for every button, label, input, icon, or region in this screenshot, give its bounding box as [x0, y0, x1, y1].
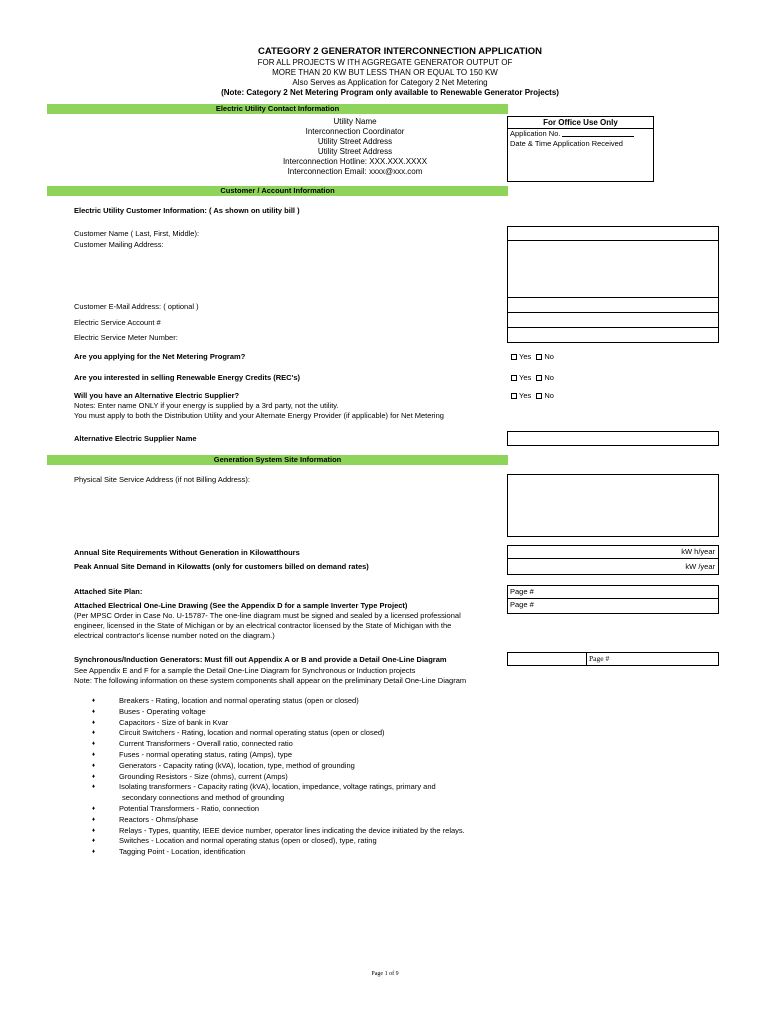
utility-line: Interconnection Email: xxxx@xxx.com [287, 167, 423, 176]
account-number-label: Electric Service Account # [74, 318, 161, 327]
utility-line: Utility Street Address [317, 147, 393, 156]
utility-contact-block [220, 117, 490, 177]
customer-email-label: Customer E-Mail Address: ( optional ) [74, 302, 199, 311]
no-label: No [544, 352, 554, 361]
list-item: ♦ Switches - Location and normal operating status (open or closed), type, rating [92, 836, 377, 846]
list-item: ♦ Relays - Types, quantity, IEEE device number, operator lines indicating the device initiated by the relays. [92, 825, 465, 835]
account-number-field[interactable] [507, 312, 719, 328]
utility-line: Interconnection Hotline: XXX.XXX.XXXX [282, 157, 428, 166]
alt-supplier-question: Will you have an Alternative Electric Supplier? [74, 391, 240, 400]
yes-checkbox[interactable] [511, 354, 517, 360]
list-item: ♦ Circuit Switchers - Rating, location and normal operating status (open or closed) [92, 728, 385, 738]
page-footer: Page 1 of 9 [371, 971, 399, 977]
application-no-label: Application No. [510, 129, 561, 138]
application-no-line [562, 136, 634, 137]
customer-name-label: Customer Name ( Last, First, Middle): [74, 229, 200, 238]
list-item: ♦ Isolating transformers - Capacity rating (kVA), location, impedance, voltage ratings, primary and [92, 782, 436, 792]
meter-number-label: Electric Service Meter Number: [74, 333, 178, 342]
utility-line: Interconnection Coordinator [305, 127, 405, 136]
section-bar-customer: Customer / Account Information [47, 186, 508, 196]
site-plan-label: Attached Site Plan: [74, 587, 143, 596]
section-bar-utility: Electric Utility Contact Information [47, 104, 508, 114]
customer-mailing-label: Customer Mailing Address: [74, 240, 164, 249]
document-title: CATEGORY 2 GENERATOR INTERCONNECTION APPLICATION [258, 46, 542, 57]
list-item: ♦ Tagging Point - Location, identification [92, 847, 246, 857]
peak-kw-field[interactable] [507, 558, 719, 575]
subtitle-line-3: Also Serves as Application for Category 2 Net Metering [292, 78, 488, 87]
page-number-label: Page # [589, 654, 610, 663]
net-metering-question: Are you applying for the Net Metering Program? [74, 352, 246, 361]
office-use-title: For Office Use Only [508, 117, 653, 129]
component-list [92, 696, 592, 858]
header-note: (Note: Category 2 Net Metering Program only available to Renewable Generator Projects) [221, 88, 559, 97]
no-checkbox[interactable] [536, 375, 542, 381]
list-item: ♦ Breakers - Rating, location and normal operating status (open or closed) [92, 696, 359, 705]
date-time-label: Date & Time Application Received [510, 139, 623, 148]
yes-label: Yes [519, 373, 532, 382]
customer-mailing-field[interactable] [507, 240, 719, 298]
annual-requirements-label: Annual Site Requirements Without Generation in Kilowatthours [74, 548, 300, 557]
office-use-box [507, 116, 654, 182]
list-item: ♦ Fuses - normal operating status, rating (Amps), type [92, 749, 292, 759]
alt-supplier-name-field[interactable] [507, 431, 719, 446]
yes-checkbox[interactable] [511, 375, 517, 381]
list-item: ♦ Capacitors - Size of bank in Kvar [92, 717, 229, 727]
sync-page-field[interactable] [507, 652, 719, 666]
alt-supplier-name-label: Alternative Electric Supplier Name [74, 434, 197, 443]
list-item: ♦ Generators - Capacity rating (kVA), location, type, method of grounding [92, 760, 355, 770]
list-item-continuation: secondary connections and method of grounding [122, 793, 285, 803]
meter-number-field[interactable] [507, 327, 719, 343]
yes-checkbox[interactable] [511, 393, 517, 399]
no-checkbox[interactable] [536, 393, 542, 399]
yes-label: Yes [519, 391, 532, 400]
list-item: ♦ Grounding Resistors - Size (ohms), current (Amps) [92, 771, 288, 781]
one-line-drawing-label: Attached Electrical One-Line Drawing (See the Appendix D for a sample Inverter Type Project) [74, 601, 408, 610]
one-line-note-1: (Per MPSC Order in Case No. U-15787- The one-line diagram must be signed and sealed by a licensed professional [74, 611, 461, 620]
alt-supplier-note-1: Notes: Enter name ONLY if your energy is supplied by a 3rd party, not the utility. [74, 401, 339, 410]
peak-demand-label: Peak Annual Site Demand in Kilowatts (only for customers billed on demand rates) [74, 562, 369, 571]
utility-line: Utility Name [333, 117, 377, 126]
customer-email-field[interactable] [507, 297, 719, 313]
sync-generators-label: Synchronous/Induction Generators: Must fill out Appendix A or B and provide a Detail One-Line Diagram [74, 655, 447, 664]
one-line-page-field[interactable] [507, 598, 719, 614]
no-label: No [544, 373, 554, 382]
sync-note-1: See Appendix E and F for a sample the Detail One-Line Diagram for Synchronous or Induction projects [74, 666, 416, 675]
subtitle-line-2: MORE THAN 20 KW BUT LESS THAN OR EQUAL TO 150 KW [272, 68, 498, 77]
one-line-note-3: electrical contractor's license number noted on the diagram.) [74, 631, 275, 640]
alt-supplier-note-2: You must apply to both the Distribution Utility and your Alternate Energy Provider (if applicable) for Net Metering [74, 411, 444, 420]
page-number-label: Page # [510, 600, 534, 609]
list-item: ♦ Current Transformers - Overall ratio, connected ratio [92, 739, 293, 749]
no-checkbox[interactable] [536, 354, 542, 360]
list-item: ♦ Potential Transformers - Ratio, connection [92, 803, 260, 813]
one-line-note-2: engineer, licensed in the State of Michigan or by an electrical contractor licensed by the State of Michigan with the [74, 621, 452, 630]
annual-kwh-field[interactable] [507, 545, 719, 559]
no-label: No [544, 391, 554, 400]
alt-supplier-options [511, 391, 554, 400]
recs-question: Are you interested in selling Renewable Energy Credits (REC's) [74, 373, 301, 382]
subtitle-line-1: FOR ALL PROJECTS W ITH AGGREGATE GENERATOR OUTPUT OF [257, 58, 513, 67]
customer-info-heading: Electric Utility Customer Information: ( As shown on utility bill ) [74, 206, 300, 215]
page-number-label: Page # [510, 587, 534, 596]
list-item: ♦ Reactors - Ohms/phase [92, 814, 199, 824]
section-bar-generation: Generation System Site Information [47, 455, 508, 465]
kwh-unit: kW h/year [681, 547, 715, 556]
list-item: ♦ Buses - Operating voltage [92, 706, 206, 716]
net-metering-options [511, 352, 554, 361]
yes-label: Yes [519, 352, 532, 361]
recs-options [511, 373, 554, 382]
kw-unit: kW /year [685, 562, 715, 571]
sync-note-2: Note: The following information on these system components shall appear on the preliminary Detail One-Line Diagram [74, 676, 467, 685]
physical-address-label: Physical Site Service Address (if not Billing Address): [74, 475, 250, 484]
utility-line: Utility Street Address [317, 137, 393, 146]
site-plan-page-field[interactable] [507, 585, 719, 599]
customer-name-field[interactable] [507, 226, 719, 241]
physical-address-field[interactable] [507, 474, 719, 537]
